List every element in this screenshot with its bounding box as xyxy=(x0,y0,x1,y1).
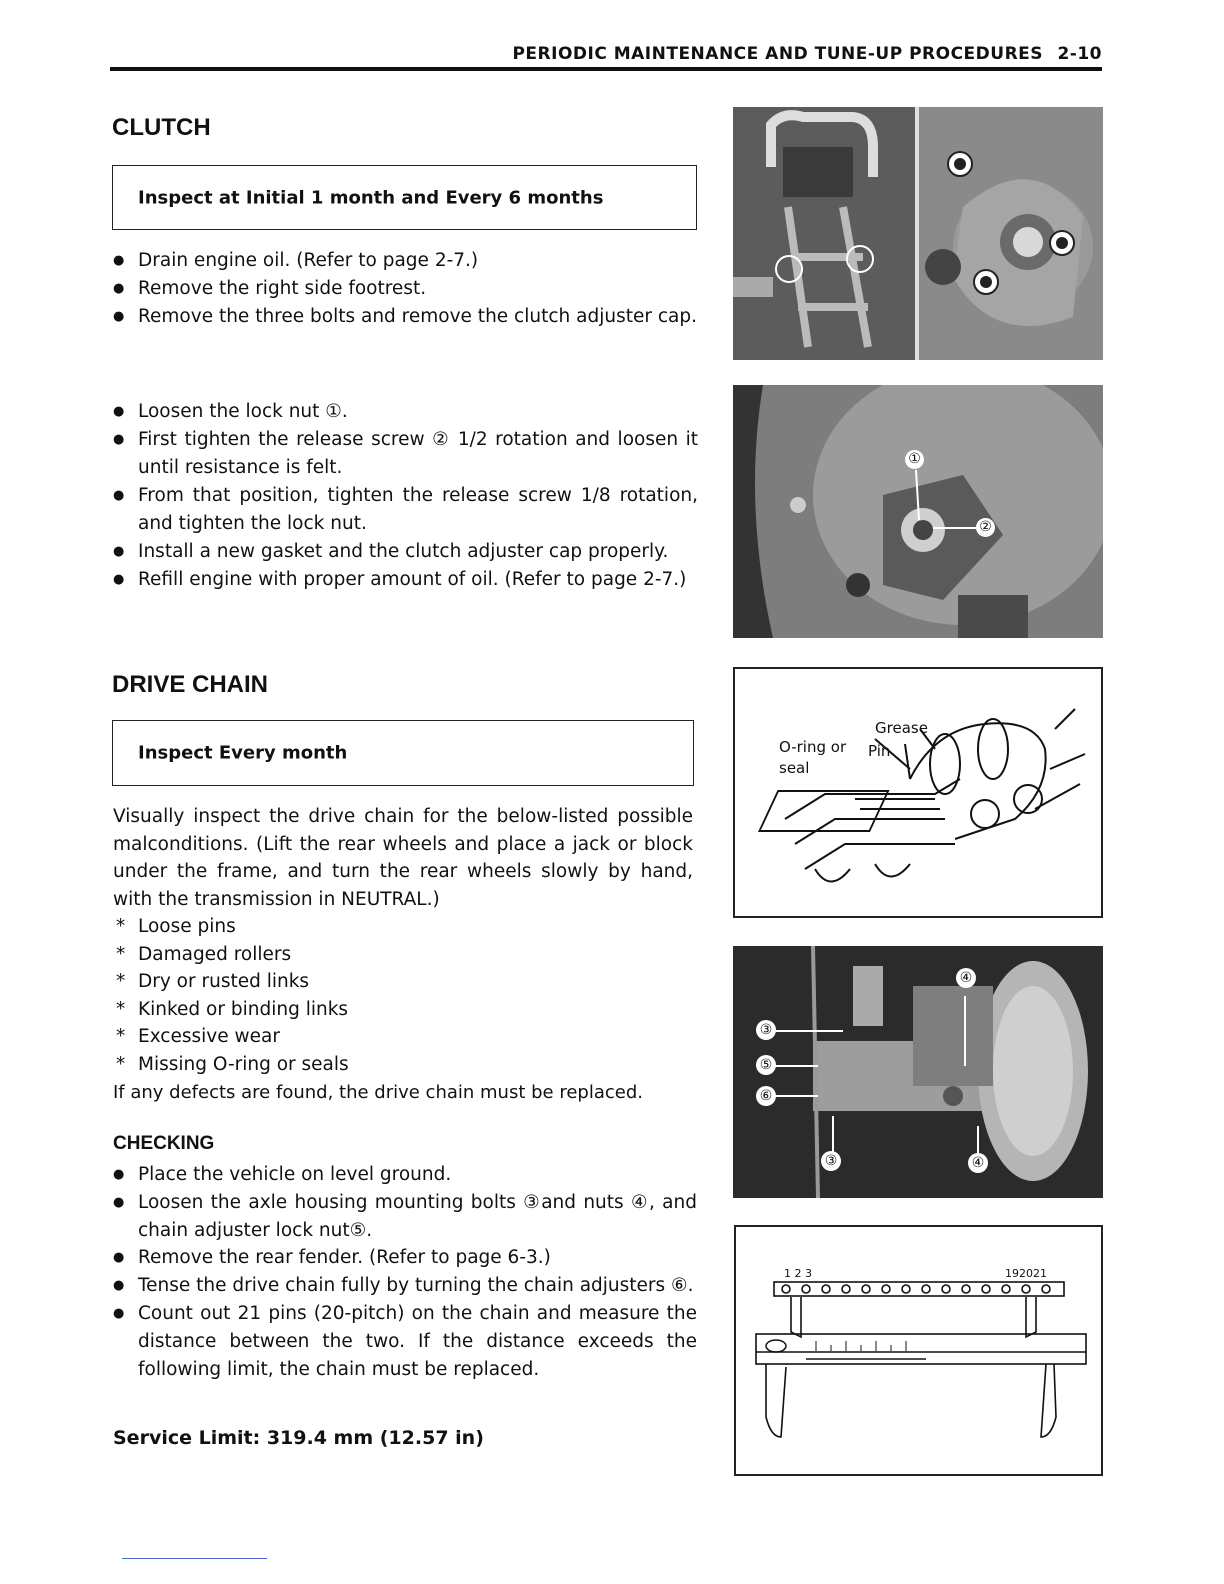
header-rule xyxy=(110,67,1102,71)
running-header xyxy=(512,44,1102,64)
list-item: * Loose pins xyxy=(113,913,693,941)
left-pin-numbers: 1 2 3 xyxy=(784,1267,812,1280)
callout-5: ⑤ xyxy=(756,1055,776,1075)
checking-steps xyxy=(113,1161,697,1383)
clutch-cap-photo xyxy=(733,107,1103,360)
list-item: ● Remove the three bolts and remove the clutch adjuster cap. xyxy=(113,303,703,331)
grease-label: Grease xyxy=(875,719,928,737)
list-item: ● First tighten the release screw ② 1/2 rotation and loosen it until resistance is felt. xyxy=(113,426,698,482)
caliper-diagram xyxy=(734,1225,1103,1476)
header-title: PERIODIC MAINTENANCE AND TUNE-UP PROCEDURES xyxy=(512,44,1044,64)
seal-label: seal xyxy=(779,759,810,777)
list-item: * Damaged rollers xyxy=(113,941,693,969)
axle-housing-photo xyxy=(733,946,1103,1198)
callout-3-left: ③ xyxy=(756,1020,776,1040)
list-item: * Kinked or binding links xyxy=(113,996,693,1024)
list-item: ● From that position, tighten the release screw 1/8 rotation, and tighten the lock nut. xyxy=(113,482,698,538)
callout-3-bottom: ③ xyxy=(821,1151,841,1171)
chain-diagram xyxy=(733,667,1103,918)
list-item: ● Remove the right side footrest. xyxy=(113,275,703,303)
list-item: * Excessive wear xyxy=(113,1023,693,1051)
replace-note: If any defects are found, the drive chain must be replaced. xyxy=(113,1082,643,1103)
list-item: * Missing O-ring or seals xyxy=(113,1051,693,1079)
clutch-interval: Inspect at Initial 1 month and Every 6 months xyxy=(138,187,604,208)
list-item: ● Remove the rear fender. (Refer to page 6-3.) xyxy=(113,1244,697,1272)
clutch-cap-photo-illustration xyxy=(733,107,1103,360)
defect-list xyxy=(113,913,693,1079)
footer-rule xyxy=(122,1558,267,1559)
list-item: ● Drain engine oil. (Refer to page 2-7.) xyxy=(113,247,703,275)
axle-housing-photo-illustration xyxy=(733,946,1103,1198)
drive-chain-heading: DRIVE CHAIN xyxy=(112,671,269,698)
clutch-steps-b xyxy=(113,398,698,594)
drive-chain-interval: Inspect Every month xyxy=(138,742,348,764)
drive-chain-interval-box xyxy=(112,720,694,786)
callout-4-top: ④ xyxy=(956,968,976,988)
checking-heading: CHECKING xyxy=(113,1133,215,1154)
list-item: * Dry or rusted links xyxy=(113,968,693,996)
list-item: ● Place the vehicle on level ground. xyxy=(113,1161,697,1189)
callout-1: ① xyxy=(905,450,924,469)
page-number: 2-10 xyxy=(1057,44,1102,64)
list-item: ● Install a new gasket and the clutch adjuster cap properly. xyxy=(113,538,698,566)
callout-2: ② xyxy=(976,518,995,537)
release-screw-photo-illustration xyxy=(733,385,1103,638)
pin-label: Pin xyxy=(868,742,891,760)
list-item: ● Loosen the lock nut ①. xyxy=(113,398,698,426)
list-item: ● Refill engine with proper amount of oil. (Refer to page 2-7.) xyxy=(113,566,698,594)
service-limit: Service Limit: 319.4 mm (12.57 in) xyxy=(113,1427,484,1449)
list-item: ● Loosen the axle housing mounting bolts ③and nuts ④, and chain adjuster lock nut⑤. xyxy=(113,1189,697,1245)
clutch-interval-box xyxy=(112,165,697,230)
list-item: ● Tense the drive chain fully by turning the chain adjusters ⑥. xyxy=(113,1272,697,1300)
clutch-steps-a xyxy=(113,247,703,331)
caliper-illustration xyxy=(736,1227,1101,1474)
clutch-heading: CLUTCH xyxy=(112,114,211,141)
chain-illustration xyxy=(735,669,1101,916)
drive-chain-intro: Visually inspect the drive chain for the below-listed possible malconditions. (Lift the rear wheels and place a jack or block under the frame, and turn the rear wheels slowly by hand, with the transmission in NEUTRAL.) xyxy=(113,806,693,910)
list-item: ● Count out 21 pins (20-pitch) on the chain and measure the distance between the two. If the distance exceeds the following limit, the chain must be replaced. xyxy=(113,1300,697,1383)
release-screw-photo xyxy=(733,385,1103,638)
callout-6: ⑥ xyxy=(756,1086,776,1106)
right-pin-numbers: 192021 xyxy=(1005,1267,1047,1280)
oring-label: O-ring or xyxy=(779,738,847,756)
callout-4-bottom: ④ xyxy=(968,1153,988,1173)
